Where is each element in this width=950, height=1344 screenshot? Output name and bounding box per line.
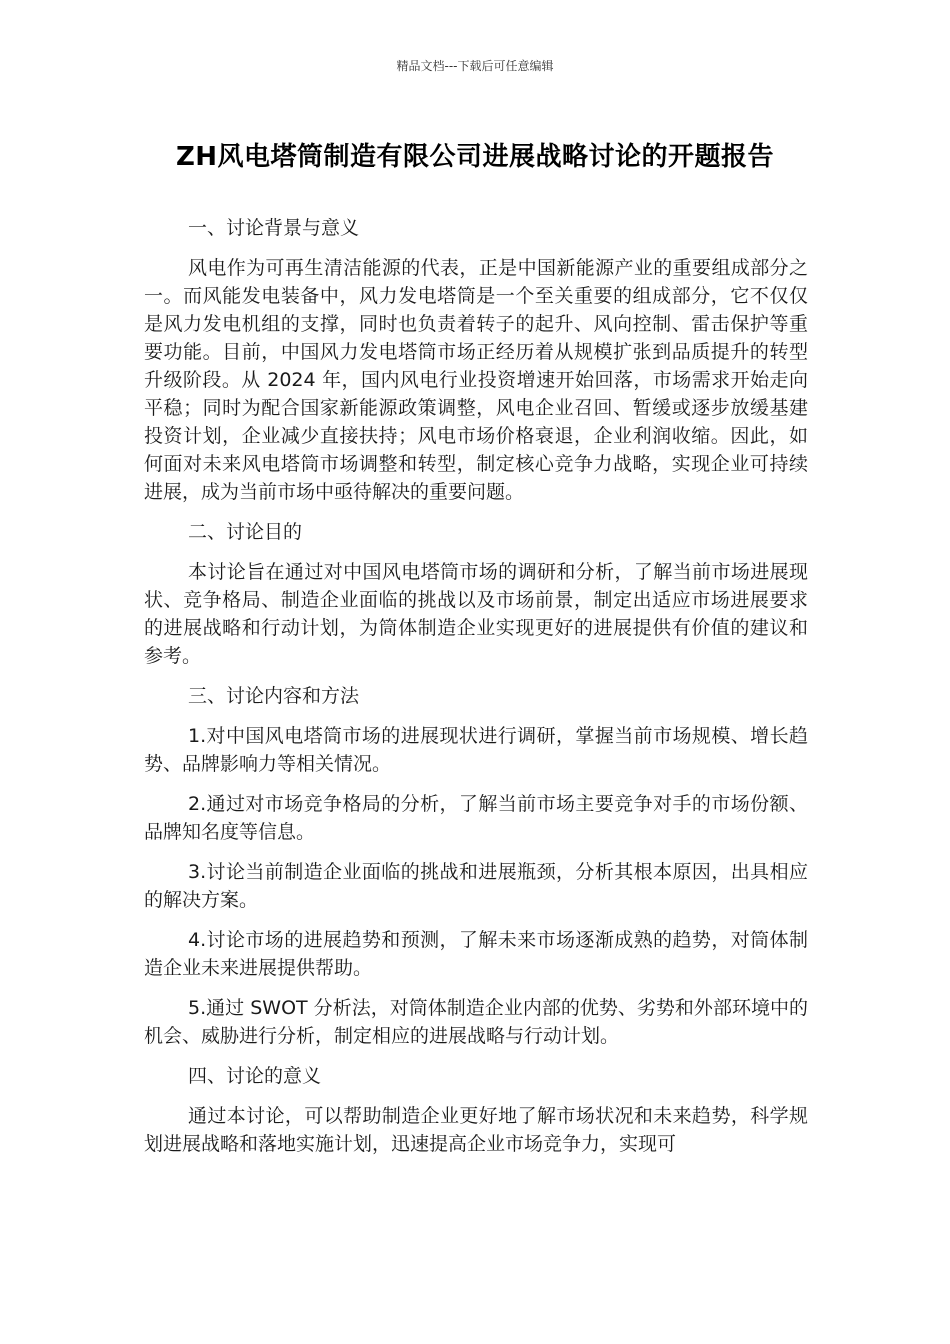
paragraph-purpose: 本讨论旨在通过对中国风电塔筒市场的调研和分析，了解当前市场进展现状、竞争格局、制造企业面临的挑战以及市场前景，制定出适应市场进展要求的进展战略和行动计划，为筒体制造企业实现更好的进展提供有价值的建议和参考。	[144, 561, 808, 667]
document-title: ZH风电塔筒制造有限公司进展战略讨论的开题报告	[175, 142, 775, 172]
paragraph-background: 风电作为可再生清洁能源的代表，正是中国新能源产业的重要组成部分之一。而风能发电装备中，风力发电塔筒是一个至关重要的组成部分，它不仅仅是风力发电机组的支撑，同时也负责着转子的起升、风向控制、雷击保护等重要功能。目前，中国风力发电塔筒市场正经历着从规模扩张到品质提升的转型升级阶段。从 2024 年，国内风电行业投资增速开始回落，市场需求开始走向平稳；同时为配合国家新能源政策调整，风电企业召回、暂缓或逐步放缓基建投资计划，企业减少直接扶持；风电市场价格衰退，企业利润收缩。因此，如何面对未来风电塔筒市场调整和转型，制定核心竞争力战略，实现企业可持续进展，成为当前市场中亟待解决的重要问题。	[144, 257, 808, 503]
header-note: 精品文档---下载后可任意编辑	[396, 59, 554, 73]
section-heading-background: 一、讨论背景与意义	[188, 217, 360, 239]
section-heading-significance: 四、讨论的意义	[188, 1065, 322, 1087]
list-item-2: 2.通过对市场竞争格局的分析，了解当前市场主要竞争对手的市场份额、品牌知名度等信息。	[144, 793, 808, 843]
list-item-3: 3.讨论当前制造企业面临的挑战和进展瓶颈，分析其根本原因，出具相应的解决方案。	[144, 861, 808, 911]
section-heading-content-methods: 三、讨论内容和方法	[188, 685, 360, 707]
section-heading-purpose: 二、讨论目的	[188, 521, 303, 543]
paragraph-significance: 通过本讨论，可以帮助制造企业更好地了解市场状况和未来趋势，科学规划进展战略和落地实施计划，迅速提高企业市场竞争力，实现可	[144, 1105, 808, 1155]
list-item-1: 1.对中国风电塔筒市场的进展现状进行调研，掌握当前市场规模、增长趋势、品牌影响力等相关情况。	[144, 725, 808, 775]
list-item-5: 5.通过 SWOT 分析法，对筒体制造企业内部的优势、劣势和外部环境中的机会、威胁进行分析，制定相应的进展战略与行动计划。	[144, 997, 808, 1047]
document-body	[144, 214, 808, 1170]
list-item-4: 4.讨论市场的进展趋势和预测，了解未来市场逐渐成熟的趋势，对筒体制造企业未来进展提供帮助。	[144, 929, 808, 979]
